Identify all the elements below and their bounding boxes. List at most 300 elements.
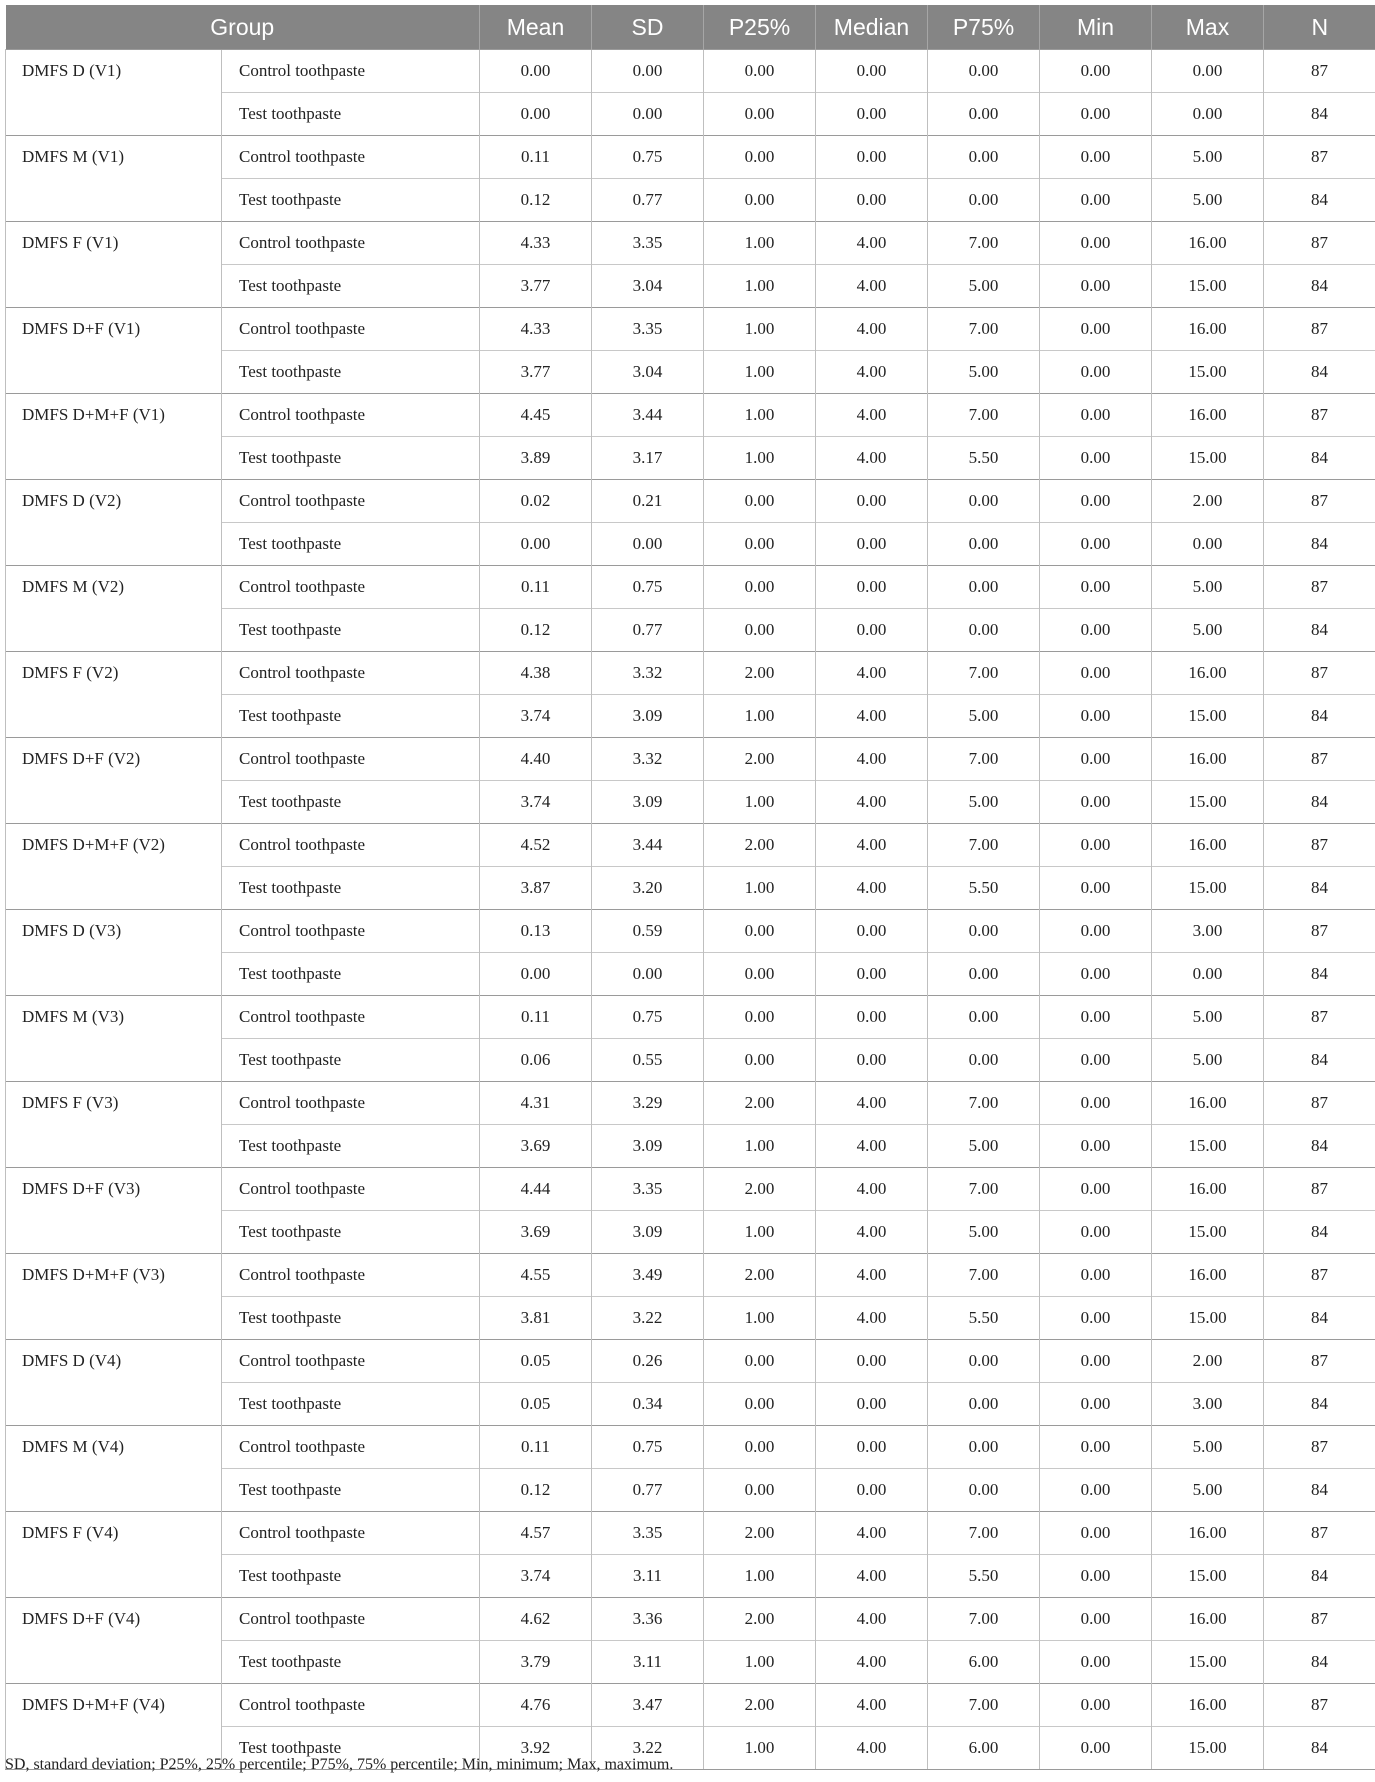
subgroup-cell: Test toothpaste: [222, 609, 480, 652]
sd-cell: 0.55: [592, 1039, 704, 1082]
table-row: [6, 1168, 1375, 1211]
max-cell: 3.00: [1152, 910, 1264, 953]
median-cell: 4.00: [816, 265, 928, 308]
sd-cell: 3.44: [592, 394, 704, 437]
group-label-cell: DMFS D+F (V1): [6, 308, 222, 394]
n-cell: 87: [1264, 1598, 1375, 1641]
mean-cell: 0.00: [480, 50, 592, 93]
subgroup-cell: Test toothpaste: [222, 781, 480, 824]
p25-cell: 1.00: [704, 1297, 816, 1340]
max-cell: 5.00: [1152, 566, 1264, 609]
subgroup-cell: Control toothpaste: [222, 652, 480, 695]
subgroup-cell: Control toothpaste: [222, 1512, 480, 1555]
median-cell: 0.00: [816, 50, 928, 93]
max-cell: 16.00: [1152, 652, 1264, 695]
max-cell: 15.00: [1152, 1727, 1264, 1770]
p75-cell: 7.00: [928, 1254, 1040, 1297]
min-cell: 0.00: [1040, 1039, 1152, 1082]
p25-cell: 1.00: [704, 1641, 816, 1684]
max-cell: 16.00: [1152, 394, 1264, 437]
max-cell: 3.00: [1152, 1383, 1264, 1426]
mean-cell: 0.11: [480, 1426, 592, 1469]
p25-cell: 0.00: [704, 609, 816, 652]
p75-cell: 7.00: [928, 1168, 1040, 1211]
median-cell: 0.00: [816, 523, 928, 566]
group-label-cell: DMFS M (V1): [6, 136, 222, 222]
max-cell: 5.00: [1152, 136, 1264, 179]
max-cell: 15.00: [1152, 781, 1264, 824]
mean-cell: 4.57: [480, 1512, 592, 1555]
median-cell: 4.00: [816, 394, 928, 437]
mean-cell: 3.69: [480, 1211, 592, 1254]
p25-cell: 1.00: [704, 308, 816, 351]
p75-cell: 7.00: [928, 1684, 1040, 1727]
group-label-cell: DMFS M (V4): [6, 1426, 222, 1512]
n-cell: 84: [1264, 437, 1375, 480]
p25-cell: 1.00: [704, 394, 816, 437]
median-cell: 4.00: [816, 1297, 928, 1340]
sd-cell: 3.22: [592, 1727, 704, 1770]
min-cell: 0.00: [1040, 695, 1152, 738]
min-cell: 0.00: [1040, 1125, 1152, 1168]
min-cell: 0.00: [1040, 1297, 1152, 1340]
max-cell: 15.00: [1152, 867, 1264, 910]
median-cell: 4.00: [816, 1684, 928, 1727]
p25-cell: 0.00: [704, 1426, 816, 1469]
n-cell: 87: [1264, 1512, 1375, 1555]
mean-cell: 0.00: [480, 93, 592, 136]
subgroup-cell: Test toothpaste: [222, 93, 480, 136]
subgroup-cell: Test toothpaste: [222, 437, 480, 480]
mean-cell: 0.05: [480, 1383, 592, 1426]
table-row: [6, 1512, 1375, 1555]
table-row: [6, 222, 1375, 265]
median-cell: 0.00: [816, 1340, 928, 1383]
mean-cell: 0.06: [480, 1039, 592, 1082]
sd-cell: 3.09: [592, 1125, 704, 1168]
mean-cell: 4.55: [480, 1254, 592, 1297]
p75-cell: 0.00: [928, 566, 1040, 609]
min-cell: 0.00: [1040, 1469, 1152, 1512]
min-cell: 0.00: [1040, 1598, 1152, 1641]
sd-cell: 3.47: [592, 1684, 704, 1727]
max-cell: 16.00: [1152, 1598, 1264, 1641]
p75-cell: 5.00: [928, 695, 1040, 738]
min-cell: 0.00: [1040, 480, 1152, 523]
header-median: Median: [816, 5, 928, 50]
max-cell: 5.00: [1152, 996, 1264, 1039]
p25-cell: 0.00: [704, 1469, 816, 1512]
group-label-cell: DMFS M (V2): [6, 566, 222, 652]
mean-cell: 3.74: [480, 781, 592, 824]
max-cell: 15.00: [1152, 265, 1264, 308]
sd-cell: 3.20: [592, 867, 704, 910]
max-cell: 15.00: [1152, 1125, 1264, 1168]
p75-cell: 0.00: [928, 1426, 1040, 1469]
n-cell: 87: [1264, 1168, 1375, 1211]
group-label-cell: DMFS F (V2): [6, 652, 222, 738]
subgroup-cell: Test toothpaste: [222, 867, 480, 910]
group-label-cell: DMFS F (V1): [6, 222, 222, 308]
mean-cell: 3.74: [480, 695, 592, 738]
p75-cell: 7.00: [928, 824, 1040, 867]
subgroup-cell: Control toothpaste: [222, 1684, 480, 1727]
p75-cell: 7.00: [928, 652, 1040, 695]
median-cell: 4.00: [816, 1254, 928, 1297]
p75-cell: 7.00: [928, 394, 1040, 437]
median-cell: 4.00: [816, 738, 928, 781]
p75-cell: 7.00: [928, 738, 1040, 781]
p75-cell: 7.00: [928, 1598, 1040, 1641]
group-label-cell: DMFS D+M+F (V1): [6, 394, 222, 480]
min-cell: 0.00: [1040, 1383, 1152, 1426]
p75-cell: 5.00: [928, 351, 1040, 394]
max-cell: 5.00: [1152, 609, 1264, 652]
data-table-container: [5, 5, 1375, 1770]
header-row: [6, 5, 1375, 50]
p75-cell: 5.00: [928, 1125, 1040, 1168]
p75-cell: 5.00: [928, 781, 1040, 824]
median-cell: 0.00: [816, 1469, 928, 1512]
min-cell: 0.00: [1040, 910, 1152, 953]
max-cell: 5.00: [1152, 1426, 1264, 1469]
mean-cell: 4.45: [480, 394, 592, 437]
max-cell: 16.00: [1152, 1082, 1264, 1125]
median-cell: 4.00: [816, 824, 928, 867]
min-cell: 0.00: [1040, 1168, 1152, 1211]
min-cell: 0.00: [1040, 953, 1152, 996]
min-cell: 0.00: [1040, 566, 1152, 609]
subgroup-cell: Test toothpaste: [222, 1641, 480, 1684]
p25-cell: 1.00: [704, 867, 816, 910]
p25-cell: 2.00: [704, 1254, 816, 1297]
sd-cell: 3.17: [592, 437, 704, 480]
n-cell: 87: [1264, 824, 1375, 867]
mean-cell: 3.89: [480, 437, 592, 480]
table-row: [6, 394, 1375, 437]
n-cell: 84: [1264, 1555, 1375, 1598]
n-cell: 87: [1264, 1684, 1375, 1727]
group-label-cell: DMFS F (V3): [6, 1082, 222, 1168]
subgroup-cell: Control toothpaste: [222, 738, 480, 781]
p25-cell: 2.00: [704, 1168, 816, 1211]
p75-cell: 0.00: [928, 136, 1040, 179]
median-cell: 4.00: [816, 1168, 928, 1211]
mean-cell: 0.12: [480, 609, 592, 652]
max-cell: 16.00: [1152, 1512, 1264, 1555]
p75-cell: 7.00: [928, 222, 1040, 265]
p25-cell: 2.00: [704, 1598, 816, 1641]
n-cell: 84: [1264, 1469, 1375, 1512]
min-cell: 0.00: [1040, 1727, 1152, 1770]
median-cell: 0.00: [816, 93, 928, 136]
p25-cell: 1.00: [704, 351, 816, 394]
p75-cell: 5.50: [928, 437, 1040, 480]
p25-cell: 1.00: [704, 781, 816, 824]
n-cell: 84: [1264, 695, 1375, 738]
n-cell: 87: [1264, 1082, 1375, 1125]
mean-cell: 4.44: [480, 1168, 592, 1211]
min-cell: 0.00: [1040, 1340, 1152, 1383]
p75-cell: 5.00: [928, 265, 1040, 308]
group-label-cell: DMFS M (V3): [6, 996, 222, 1082]
n-cell: 84: [1264, 1383, 1375, 1426]
median-cell: 0.00: [816, 1426, 928, 1469]
p25-cell: 0.00: [704, 50, 816, 93]
sd-cell: 0.00: [592, 93, 704, 136]
n-cell: 87: [1264, 394, 1375, 437]
sd-cell: 0.77: [592, 179, 704, 222]
table-row: [6, 1684, 1375, 1727]
n-cell: 84: [1264, 1125, 1375, 1168]
p75-cell: 5.50: [928, 1555, 1040, 1598]
sd-cell: 0.21: [592, 480, 704, 523]
n-cell: 84: [1264, 1727, 1375, 1770]
mean-cell: 4.38: [480, 652, 592, 695]
mean-cell: 3.77: [480, 265, 592, 308]
mean-cell: 3.69: [480, 1125, 592, 1168]
min-cell: 0.00: [1040, 351, 1152, 394]
median-cell: 0.00: [816, 480, 928, 523]
median-cell: 0.00: [816, 996, 928, 1039]
n-cell: 84: [1264, 781, 1375, 824]
median-cell: 4.00: [816, 1082, 928, 1125]
sd-cell: 3.32: [592, 652, 704, 695]
sd-cell: 3.29: [592, 1082, 704, 1125]
n-cell: 87: [1264, 222, 1375, 265]
header-p25: P25%: [704, 5, 816, 50]
p25-cell: 2.00: [704, 738, 816, 781]
sd-cell: 3.09: [592, 695, 704, 738]
mean-cell: 4.62: [480, 1598, 592, 1641]
mean-cell: 3.74: [480, 1555, 592, 1598]
sd-cell: 0.75: [592, 566, 704, 609]
p25-cell: 1.00: [704, 1555, 816, 1598]
p25-cell: 0.00: [704, 996, 816, 1039]
subgroup-cell: Test toothpaste: [222, 1039, 480, 1082]
min-cell: 0.00: [1040, 136, 1152, 179]
sd-cell: 3.36: [592, 1598, 704, 1641]
p25-cell: 0.00: [704, 523, 816, 566]
min-cell: 0.00: [1040, 824, 1152, 867]
min-cell: 0.00: [1040, 1211, 1152, 1254]
subgroup-cell: Control toothpaste: [222, 1340, 480, 1383]
p75-cell: 0.00: [928, 50, 1040, 93]
median-cell: 4.00: [816, 222, 928, 265]
min-cell: 0.00: [1040, 1426, 1152, 1469]
sd-cell: 0.00: [592, 953, 704, 996]
max-cell: 15.00: [1152, 1297, 1264, 1340]
sd-cell: 3.35: [592, 1512, 704, 1555]
min-cell: 0.00: [1040, 738, 1152, 781]
table-row: [6, 136, 1375, 179]
p25-cell: 2.00: [704, 1082, 816, 1125]
n-cell: 84: [1264, 1211, 1375, 1254]
table-row: [6, 738, 1375, 781]
sd-cell: 3.09: [592, 1211, 704, 1254]
sd-cell: 3.35: [592, 222, 704, 265]
subgroup-cell: Control toothpaste: [222, 910, 480, 953]
table-body: [6, 50, 1375, 1770]
sd-cell: 0.59: [592, 910, 704, 953]
subgroup-cell: Control toothpaste: [222, 1598, 480, 1641]
max-cell: 16.00: [1152, 1684, 1264, 1727]
table-row: [6, 1426, 1375, 1469]
min-cell: 0.00: [1040, 50, 1152, 93]
p25-cell: 0.00: [704, 179, 816, 222]
min-cell: 0.00: [1040, 996, 1152, 1039]
sd-cell: 3.22: [592, 1297, 704, 1340]
p75-cell: 7.00: [928, 1512, 1040, 1555]
p25-cell: 0.00: [704, 480, 816, 523]
p25-cell: 0.00: [704, 1383, 816, 1426]
max-cell: 0.00: [1152, 50, 1264, 93]
n-cell: 87: [1264, 50, 1375, 93]
p25-cell: 1.00: [704, 695, 816, 738]
p25-cell: 1.00: [704, 437, 816, 480]
median-cell: 4.00: [816, 351, 928, 394]
p75-cell: 0.00: [928, 1340, 1040, 1383]
table-row: [6, 1254, 1375, 1297]
subgroup-cell: Test toothpaste: [222, 1125, 480, 1168]
group-label-cell: DMFS D (V1): [6, 50, 222, 136]
n-cell: 84: [1264, 953, 1375, 996]
max-cell: 16.00: [1152, 1254, 1264, 1297]
header-max: Max: [1152, 5, 1264, 50]
mean-cell: 0.02: [480, 480, 592, 523]
p75-cell: 0.00: [928, 953, 1040, 996]
mean-cell: 0.11: [480, 566, 592, 609]
min-cell: 0.00: [1040, 1082, 1152, 1125]
header-n: N: [1264, 5, 1375, 50]
table-row: [6, 308, 1375, 351]
table-row: [6, 824, 1375, 867]
group-label-cell: DMFS F (V4): [6, 1512, 222, 1598]
sd-cell: 3.09: [592, 781, 704, 824]
sd-cell: 0.75: [592, 1426, 704, 1469]
header-p75: P75%: [928, 5, 1040, 50]
max-cell: 15.00: [1152, 695, 1264, 738]
n-cell: 87: [1264, 136, 1375, 179]
header-sd: SD: [592, 5, 704, 50]
min-cell: 0.00: [1040, 609, 1152, 652]
subgroup-cell: Control toothpaste: [222, 308, 480, 351]
min-cell: 0.00: [1040, 1555, 1152, 1598]
p75-cell: 0.00: [928, 910, 1040, 953]
median-cell: 4.00: [816, 1512, 928, 1555]
mean-cell: 4.40: [480, 738, 592, 781]
table-row: [6, 652, 1375, 695]
subgroup-cell: Test toothpaste: [222, 1297, 480, 1340]
mean-cell: 3.87: [480, 867, 592, 910]
subgroup-cell: Test toothpaste: [222, 1727, 480, 1770]
mean-cell: 0.12: [480, 1469, 592, 1512]
p75-cell: 7.00: [928, 1082, 1040, 1125]
median-cell: 0.00: [816, 953, 928, 996]
n-cell: 87: [1264, 910, 1375, 953]
sd-cell: 3.11: [592, 1641, 704, 1684]
min-cell: 0.00: [1040, 394, 1152, 437]
mean-cell: 4.76: [480, 1684, 592, 1727]
max-cell: 2.00: [1152, 1340, 1264, 1383]
table-row: [6, 996, 1375, 1039]
sd-cell: 3.35: [592, 308, 704, 351]
median-cell: 0.00: [816, 1039, 928, 1082]
p75-cell: 6.00: [928, 1641, 1040, 1684]
p25-cell: 1.00: [704, 1125, 816, 1168]
subgroup-cell: Control toothpaste: [222, 50, 480, 93]
max-cell: 5.00: [1152, 179, 1264, 222]
median-cell: 4.00: [816, 1727, 928, 1770]
group-label-cell: DMFS D+M+F (V4): [6, 1684, 222, 1770]
p25-cell: 0.00: [704, 1340, 816, 1383]
p25-cell: 0.00: [704, 93, 816, 136]
sd-cell: 0.00: [592, 523, 704, 566]
median-cell: 4.00: [816, 1555, 928, 1598]
min-cell: 0.00: [1040, 781, 1152, 824]
p25-cell: 0.00: [704, 566, 816, 609]
mean-cell: 0.12: [480, 179, 592, 222]
mean-cell: 0.05: [480, 1340, 592, 1383]
n-cell: 87: [1264, 1254, 1375, 1297]
subgroup-cell: Test toothpaste: [222, 695, 480, 738]
max-cell: 15.00: [1152, 1641, 1264, 1684]
p75-cell: 5.00: [928, 1211, 1040, 1254]
group-label-cell: DMFS D+M+F (V3): [6, 1254, 222, 1340]
p25-cell: 1.00: [704, 1727, 816, 1770]
p25-cell: 0.00: [704, 136, 816, 179]
max-cell: 16.00: [1152, 824, 1264, 867]
n-cell: 84: [1264, 93, 1375, 136]
n-cell: 87: [1264, 480, 1375, 523]
p75-cell: 5.50: [928, 867, 1040, 910]
sd-cell: 3.04: [592, 351, 704, 394]
max-cell: 15.00: [1152, 1211, 1264, 1254]
table-row: [6, 480, 1375, 523]
n-cell: 84: [1264, 1641, 1375, 1684]
mean-cell: 3.77: [480, 351, 592, 394]
subgroup-cell: Test toothpaste: [222, 1469, 480, 1512]
min-cell: 0.00: [1040, 867, 1152, 910]
median-cell: 4.00: [816, 1125, 928, 1168]
p75-cell: 0.00: [928, 93, 1040, 136]
max-cell: 5.00: [1152, 1469, 1264, 1512]
min-cell: 0.00: [1040, 1254, 1152, 1297]
median-cell: 4.00: [816, 308, 928, 351]
p25-cell: 1.00: [704, 265, 816, 308]
median-cell: 0.00: [816, 179, 928, 222]
n-cell: 84: [1264, 1039, 1375, 1082]
subgroup-cell: Test toothpaste: [222, 179, 480, 222]
sd-cell: 0.34: [592, 1383, 704, 1426]
group-label-cell: DMFS D+F (V3): [6, 1168, 222, 1254]
subgroup-cell: Control toothpaste: [222, 394, 480, 437]
p75-cell: 0.00: [928, 1039, 1040, 1082]
median-cell: 0.00: [816, 609, 928, 652]
p75-cell: 0.00: [928, 1469, 1040, 1512]
table-row: [6, 1598, 1375, 1641]
table-row: [6, 566, 1375, 609]
p25-cell: 0.00: [704, 953, 816, 996]
median-cell: 4.00: [816, 781, 928, 824]
median-cell: 4.00: [816, 695, 928, 738]
dmfs-statistics-table: [5, 5, 1375, 1770]
sd-cell: 0.75: [592, 136, 704, 179]
median-cell: 0.00: [816, 910, 928, 953]
subgroup-cell: Test toothpaste: [222, 265, 480, 308]
p75-cell: 0.00: [928, 996, 1040, 1039]
sd-cell: 3.04: [592, 265, 704, 308]
